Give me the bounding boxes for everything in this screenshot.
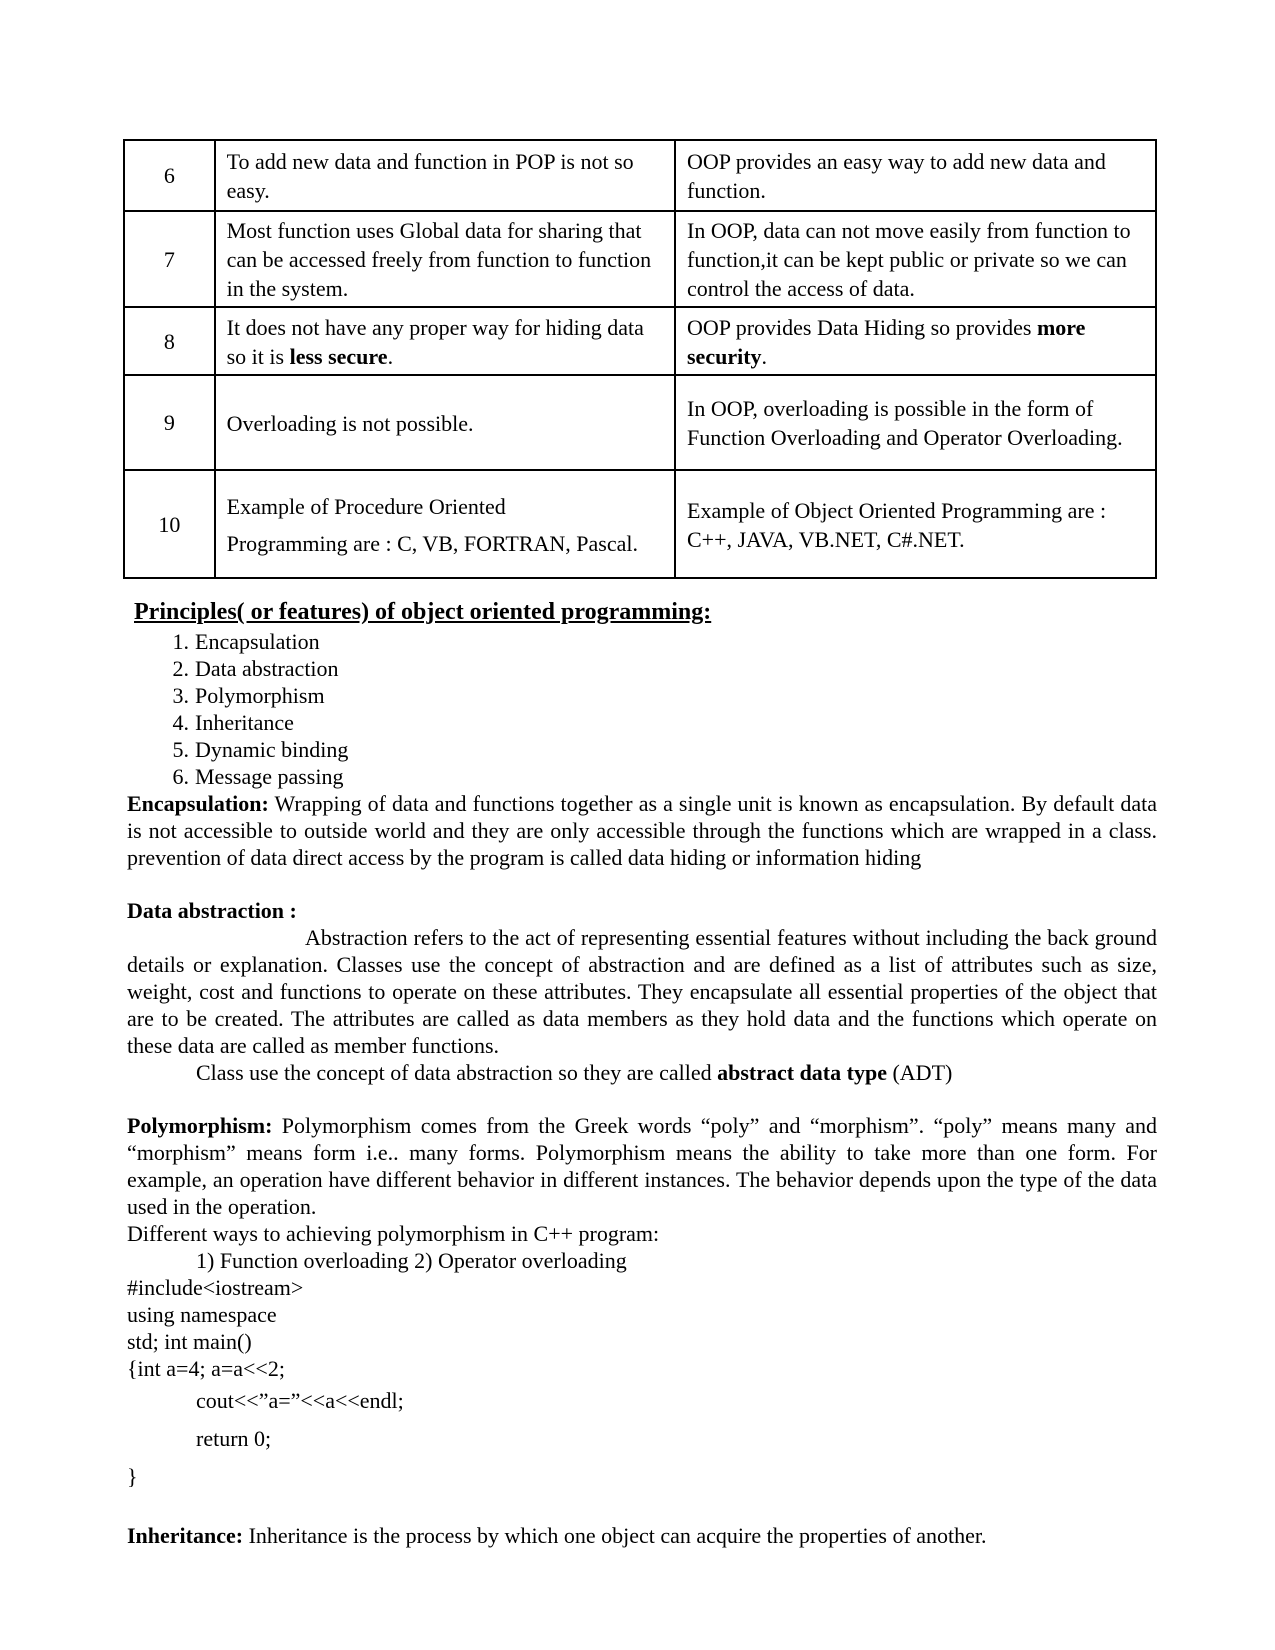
list-item (172, 709, 1157, 736)
list-label: Polymorphism (195, 683, 325, 708)
list-number: 6. (172, 764, 189, 789)
row-number: 9 (124, 375, 215, 470)
cell-text: It does not have any proper way for hiding data so it is (226, 314, 644, 369)
table-row (124, 470, 1156, 578)
table-row (124, 140, 1156, 211)
comparison-table (123, 139, 1157, 579)
oop-cell: In OOP, data can not move easily from function to function,it can be kept public or private so we can control the access of data. (675, 211, 1156, 307)
list-label: Dynamic binding (195, 737, 349, 762)
term-label: Polymorphism: (127, 1113, 273, 1138)
paragraph-text: Inheritance is the process by which one object can acquire the properties of another. (243, 1523, 987, 1548)
oop-cell: In OOP, overloading is possible in the form of Function Overloading and Operator Overloading. (675, 375, 1156, 470)
code-line: cout<<”a=”<<a<<endl; (196, 1388, 404, 1413)
cell-emphasis: less secure (289, 343, 388, 369)
list-number: 1. (172, 629, 189, 654)
polymorphism-ways: Different ways to achieving polymorphism in C++ program: (127, 1221, 660, 1246)
table-row (124, 375, 1156, 470)
paragraph-text: (ADT) (886, 1060, 953, 1085)
encapsulation-paragraph (127, 790, 1157, 871)
code-line: std; int main() (127, 1329, 252, 1354)
term-label: Encapsulation: (127, 791, 269, 816)
oop-cell (675, 307, 1156, 375)
code-sample (127, 1274, 1157, 1496)
inheritance-paragraph (127, 1522, 1157, 1549)
cell-text: Programming are : C, VB, FORTRAN, Pascal. (226, 530, 638, 556)
row-number: 10 (124, 470, 215, 578)
table-row (124, 211, 1156, 307)
list-number: 2. (172, 656, 189, 681)
list-number: 4. (172, 710, 189, 735)
code-line: using namespace (127, 1302, 277, 1327)
adt-paragraph (127, 1059, 1157, 1086)
code-line: {int a=4; a=a<<2; (127, 1356, 285, 1381)
list-label: Message passing (195, 764, 344, 789)
abstraction-heading: Data abstraction : (127, 898, 297, 923)
document-body (127, 596, 1157, 1549)
list-number: 3. (172, 683, 189, 708)
list-label: Inheritance (195, 710, 294, 735)
pop-cell (215, 307, 675, 375)
pop-cell (215, 470, 675, 578)
list-label: Data abstraction (195, 656, 339, 681)
list-item (172, 763, 1157, 790)
cell-text: OOP provides Data Hiding so provides (687, 314, 1037, 340)
pop-cell: To add new data and function in POP is not so easy. (215, 140, 675, 211)
table-row (124, 307, 1156, 375)
term-label: Inheritance: (127, 1523, 244, 1548)
oop-cell: OOP provides an easy way to add new data and function. (675, 140, 1156, 211)
code-line: return 0; (196, 1426, 272, 1451)
pop-cell: Most function uses Global data for sharing that can be accessed freely from function to function in the system. (215, 211, 675, 307)
list-number: 5. (172, 737, 189, 762)
abstraction-paragraph: Abstraction refers to the act of representing essential features without including the back ground details or explanation. Classes use the concept of abstraction and are defined as a list of attributes such as size, weight, cost and functions to operate on these attributes. They encapsulate all essential properties of the object that are to be created. The attributes are called as data members as they hold data and the functions which operate on these data are called as member functions. (127, 925, 1157, 1058)
list-item (172, 655, 1157, 682)
paragraph-text: Wrapping of data and functions together as a single unit is known as encapsulation. By default data is not accessible to outside world and they are only accessible through the functions which are wrapped in a class. prevention of data direct access by the program is called data hiding or information hiding (127, 791, 1157, 870)
list-item (172, 628, 1157, 655)
pop-cell: Overloading is not possible. (215, 375, 675, 470)
list-label: Encapsulation (195, 629, 320, 654)
polymorphism-paragraph (127, 1112, 1157, 1220)
paragraph-text: Class use the concept of data abstraction so they are called (196, 1060, 718, 1085)
oop-cell: Example of Object Oriented Programming are : C++, JAVA, VB.NET, C#.NET. (675, 470, 1156, 578)
row-number: 7 (124, 211, 215, 307)
row-number: 8 (124, 307, 215, 375)
cell-text: Example of Procedure Oriented (226, 493, 506, 519)
code-line: } (127, 1464, 138, 1489)
row-number: 6 (124, 140, 215, 211)
code-line: #include<iostream> (127, 1275, 304, 1300)
paragraph-text: Polymorphism comes from the Greek words “poly” and “morphism”. “poly” means many and “morphism” means form i.e.. many forms. Polymorphism means the ability to take more than one form. For example, an operation have different behavior in different instances. The behavior depends upon the type of the data used in the operation. (127, 1113, 1157, 1219)
polymorphism-ways-list: 1) Function overloading 2) Operator overloading (196, 1248, 627, 1273)
section-heading: Principles( or features) of object oriented programming: (134, 599, 712, 625)
features-list (127, 628, 1157, 790)
cell-text: . (387, 343, 394, 369)
cell-emphasis: more security (687, 314, 1086, 369)
list-item (172, 682, 1157, 709)
list-item (172, 736, 1157, 763)
term-emphasis: abstract data type (717, 1060, 887, 1085)
cell-text: . (761, 343, 768, 369)
